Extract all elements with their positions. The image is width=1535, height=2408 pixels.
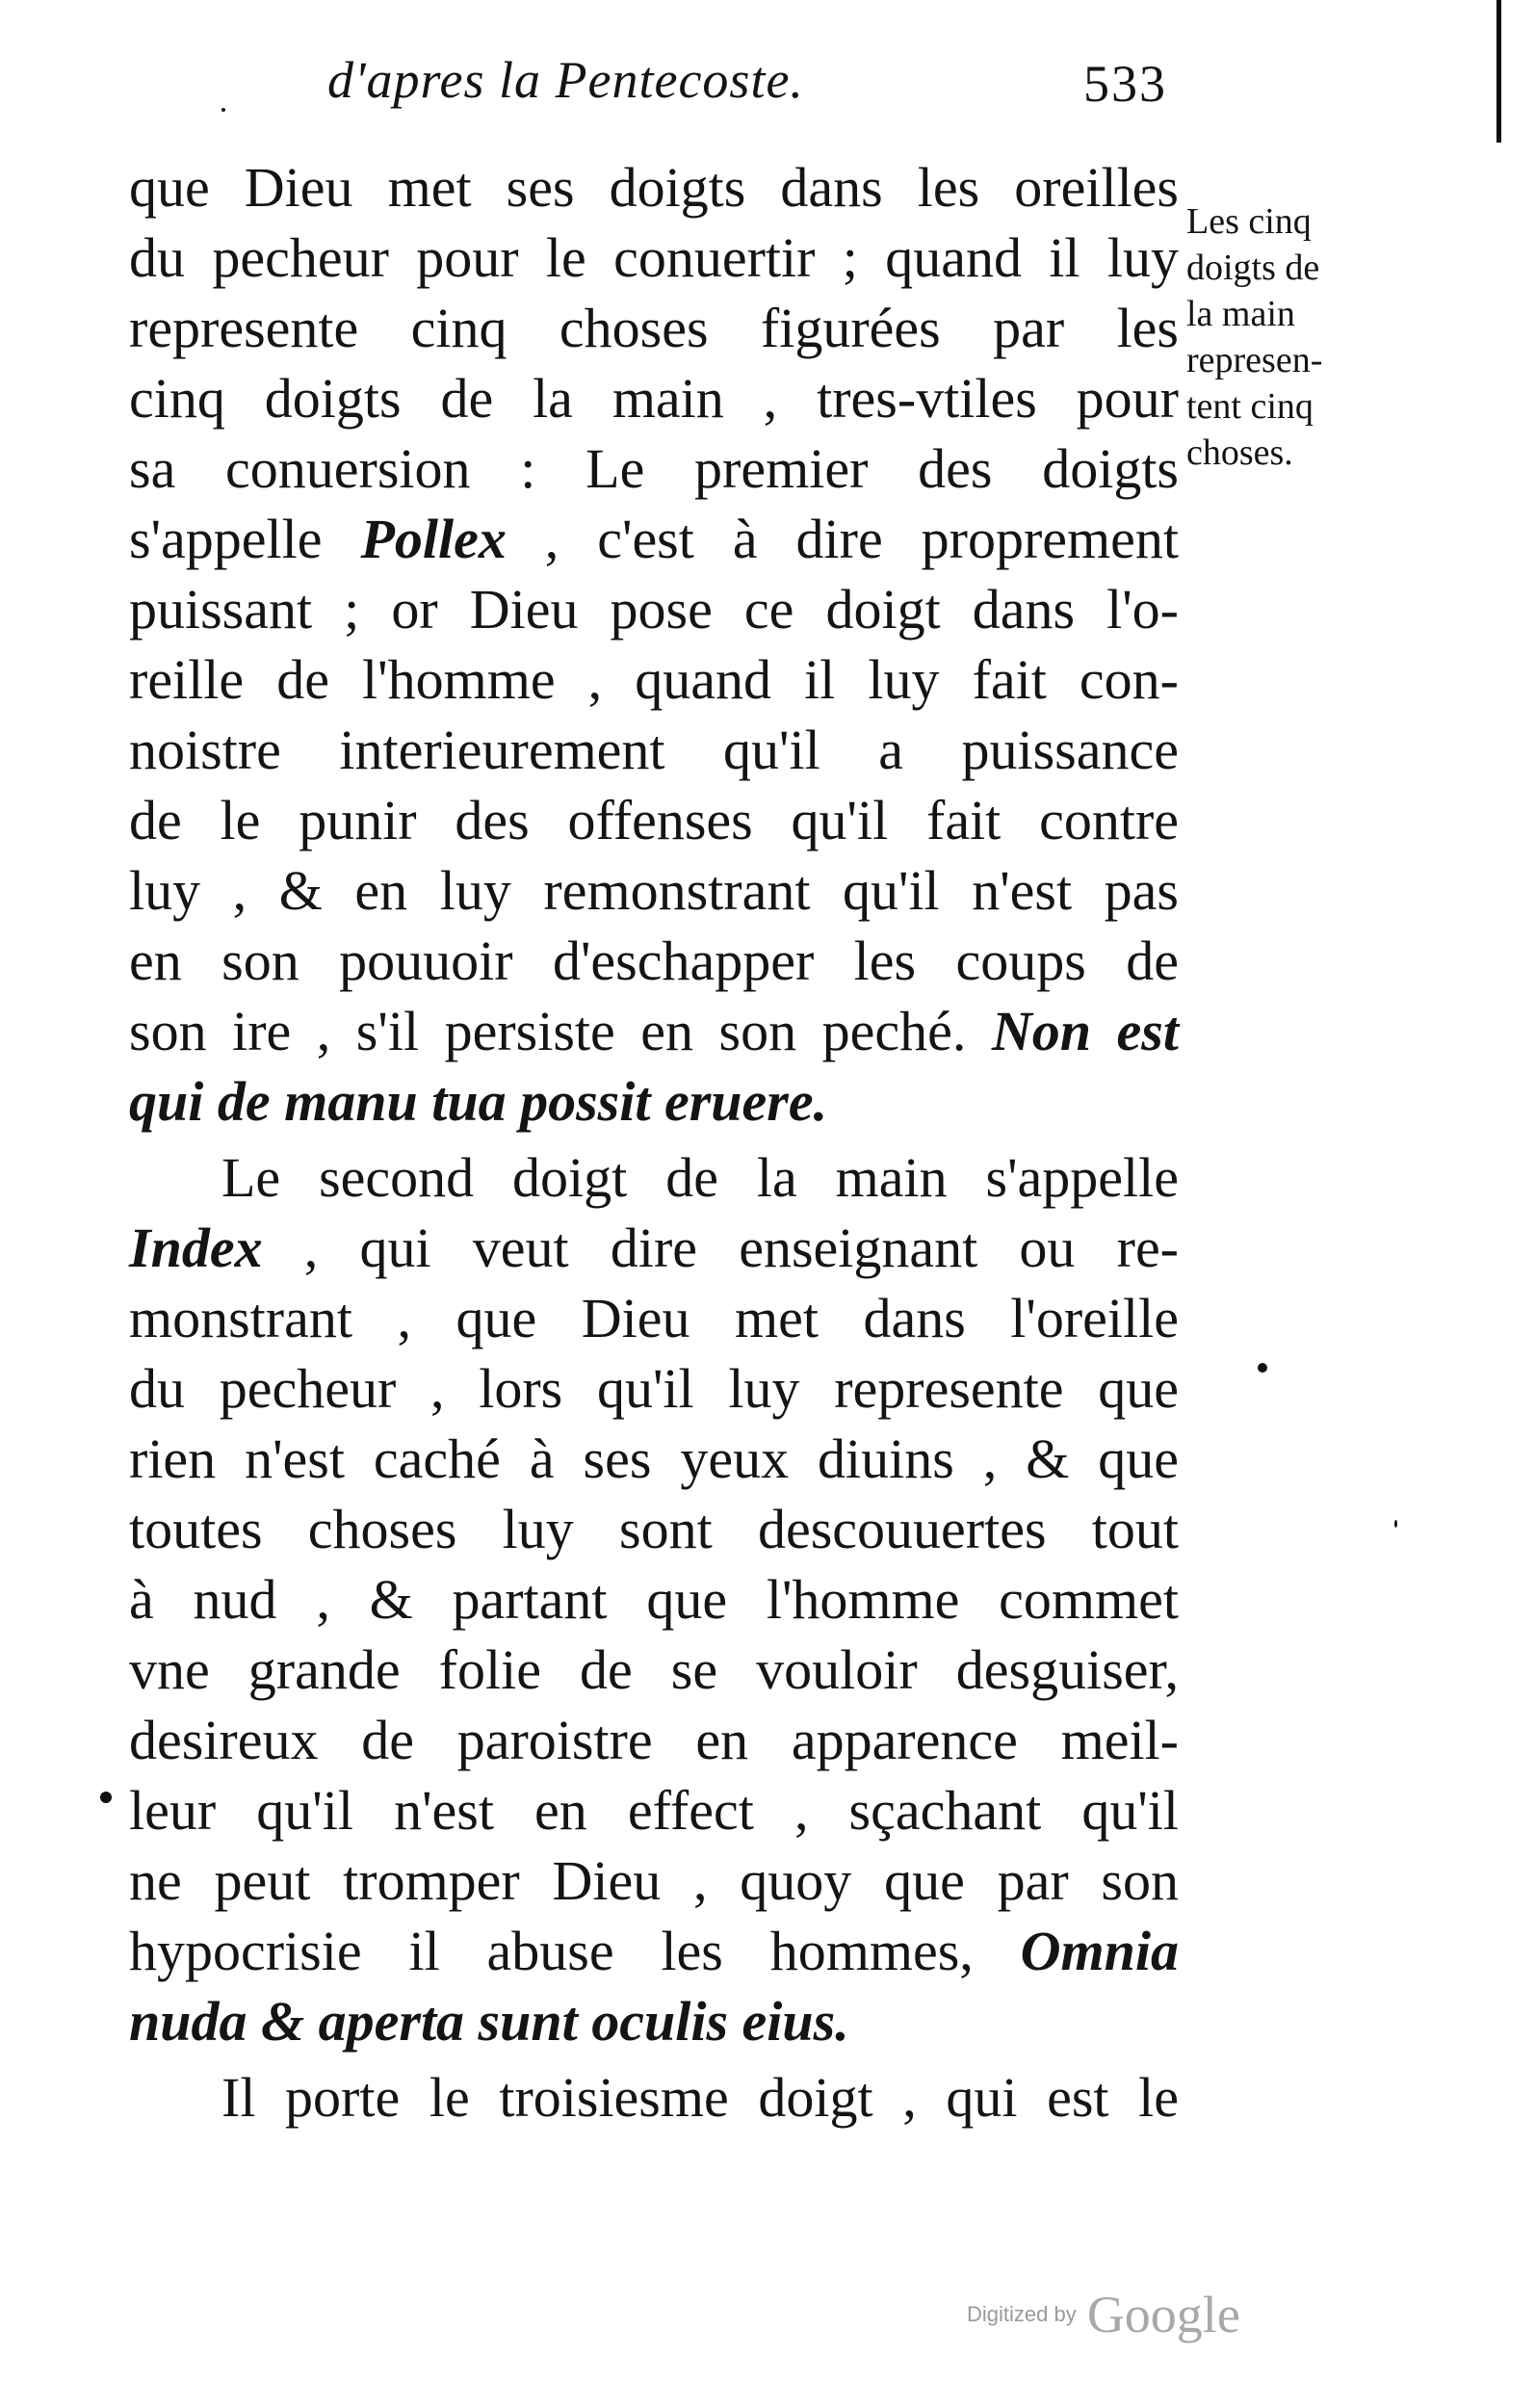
text-line: rien n'est caché à ses yeux diuins , & que <box>129 1427 1179 1490</box>
text-line <box>129 1986 1179 2056</box>
latin-quotation: Omnia <box>1020 1920 1179 1982</box>
text-line: que Dieu met ses doigts dans les oreilles <box>129 156 1179 219</box>
google-logo: Google <box>1086 2286 1240 2343</box>
margin-note-line: Les cinq <box>1186 201 1312 242</box>
latin-term: Pollex <box>360 508 507 570</box>
ink-speck <box>1394 1520 1397 1528</box>
margin-note-line: represen- <box>1186 340 1323 380</box>
text-line: vne grande folie de se vouloir desguiser, <box>129 1638 1179 1701</box>
text-line: Index , qui veut dire enseignant ou re- <box>129 1217 1179 1279</box>
latin-quotation: nuda & aperta sunt oculis eius. <box>129 1990 849 2053</box>
text-line: leur qu'il n'est en effect , sçachant qu'il <box>129 1779 1179 1842</box>
ink-speck <box>100 1792 112 1803</box>
text-line: cinq doigts de la main , tres-vtiles pour <box>129 367 1179 430</box>
page-edge-rule <box>1496 0 1501 143</box>
digitized-label: Digitized by <box>967 2302 1077 2326</box>
text-line: Le second doigt de la main s'appelle <box>221 1146 1179 1209</box>
text-line: represente cinq choses figurées par les <box>129 297 1179 359</box>
margin-note <box>1186 198 1369 476</box>
running-head: d'apres la Pentecoste. <box>327 51 804 109</box>
text-line: s'appelle Pollex , c'est à dire proprement <box>129 508 1179 570</box>
ink-speck <box>1258 1363 1267 1373</box>
text-line: ne peut tromper Dieu , quoy que par son <box>129 1849 1179 1912</box>
ink-speck <box>221 108 225 112</box>
digitization-watermark <box>967 2285 1240 2344</box>
text-line: du pecheur pour le conuertir ; quand il luy <box>129 226 1179 289</box>
text-line: du pecheur , lors qu'il luy represente que <box>129 1357 1179 1420</box>
latin-quotation: qui de manu tua possit eruere. <box>129 1070 828 1133</box>
text-line: à nud , & partant que l'homme commet <box>129 1568 1179 1631</box>
text-line: en son pouuoir d'eschapper les coups de <box>129 929 1179 992</box>
margin-note-line: choses. <box>1186 432 1293 473</box>
text-line: hypocrisie il abuse les hommes, Omnia <box>129 1920 1179 1982</box>
text-line: Il porte le troisiesme doigt , qui est le <box>221 2066 1179 2129</box>
latin-quotation: Non est <box>991 1000 1179 1062</box>
text-line: desireux de paroistre en apparence meil- <box>129 1709 1179 1771</box>
text-line: noistre interieurement qu'il a puissance <box>129 719 1179 781</box>
text-line: monstrant , que Dieu met dans l'oreille <box>129 1287 1179 1349</box>
margin-note-line: la main <box>1186 294 1295 334</box>
margin-note-line: tent cinq <box>1186 386 1314 427</box>
text-line: toutes choses luy sont descouuertes tout <box>129 1498 1179 1560</box>
page-number: 533 <box>1083 55 1167 113</box>
body-text <box>129 152 1179 2133</box>
margin-note-line: doigts de <box>1186 248 1320 288</box>
text-line: luy , & en luy remonstrant qu'il n'est pas <box>129 859 1179 922</box>
text-line <box>129 1066 1179 1137</box>
latin-term: Index <box>129 1217 263 1279</box>
text-line: sa conuersion : Le premier des doigts <box>129 437 1179 500</box>
text-line: reille de l'homme , quand il luy fait con- <box>129 648 1179 711</box>
text-line: de le punir des offenses qu'il fait contre <box>129 789 1179 851</box>
text-line: puissant ; or Dieu pose ce doigt dans l'o- <box>129 578 1179 641</box>
text-line: son ire , s'il persiste en son peché. Non est <box>129 1000 1179 1062</box>
